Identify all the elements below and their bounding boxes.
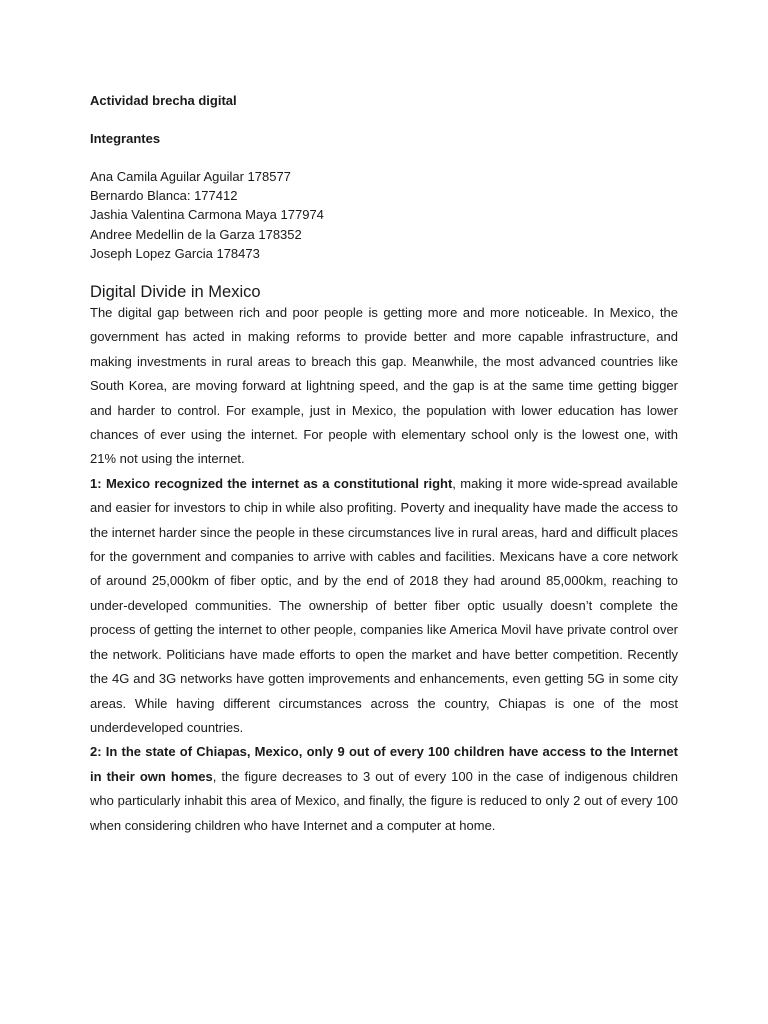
intro-paragraph: The digital gap between rich and poor people is getting more and more noticeable. In Mexico, the government has acted in making reforms to provide better and more capable infrastructure, and making investments in rural areas to breach this gap. Meanwhile, the most advanced countries like South Korea, are moving forward at lightning speed, and the gap is at the same time getting bigger and harder to control. For example, just in Mexico, the population with lower education has lower chances of ever using the internet. For people with elementary school only is the lowest one, with 21% not using the internet.	[90, 305, 678, 467]
member-item: Ana Camila Aguilar Aguilar 178577	[90, 169, 291, 184]
document-title: Actividad brecha digital	[90, 93, 237, 108]
members-list	[90, 167, 324, 263]
body-text	[90, 301, 678, 838]
member-item: Bernardo Blanca: 177412	[90, 188, 238, 204]
member-item: Jashia Valentina Carmona Maya 177974	[90, 207, 324, 223]
member-item: Joseph Lopez Garcia 178473	[90, 245, 260, 261]
point-2-paragraph	[90, 740, 678, 838]
point-1-heading: 1: Mexico recognized the internet as a constitutional right	[90, 475, 453, 491]
point-1-paragraph	[90, 472, 678, 740]
point-2-heading: 2: In the state of Chiapas, Mexico, only 9 out of every 100 children have access to the Internet in their own homes	[90, 744, 678, 784]
section-heading: Digital Divide in Mexico	[90, 283, 261, 301]
point-2-text: , the figure decreases to 3 out of every 100 in the case of indigenous children who particularly inhabit this area of Mexico, and finally, the figure is reduced to only 2 out of every 100 when considering children who have Internet and a computer at home.	[90, 768, 678, 833]
point-1-text: , making it more wide-spread available and easier for investors to chip in while also profiting. Poverty and inequality have made the access to the internet harder since the people in these circumstances live in rural areas, hard and difficult places for the government and companies to arrive with cables and facilities. Mexicans have a core network of around 25,000km of fiber optic, and by the end of 2018 they had around 85,000km, reaching to under-developed communities. The ownership of better fiber optic usually doesn’t complete the process of getting the internet to other people, companies like America Movil have private control over the network. Politicians have made efforts to open the market and have better competition. Recently the 4G and 3G networks have gotten improvements and enhancements, even getting 5G in some city areas. While having different circumstances across the country, Chiapas is one of the most underdeveloped countries.	[90, 475, 678, 735]
members-heading: Integrantes	[90, 131, 161, 146]
member-item: Andree Medellin de la Garza 178352	[90, 226, 302, 242]
